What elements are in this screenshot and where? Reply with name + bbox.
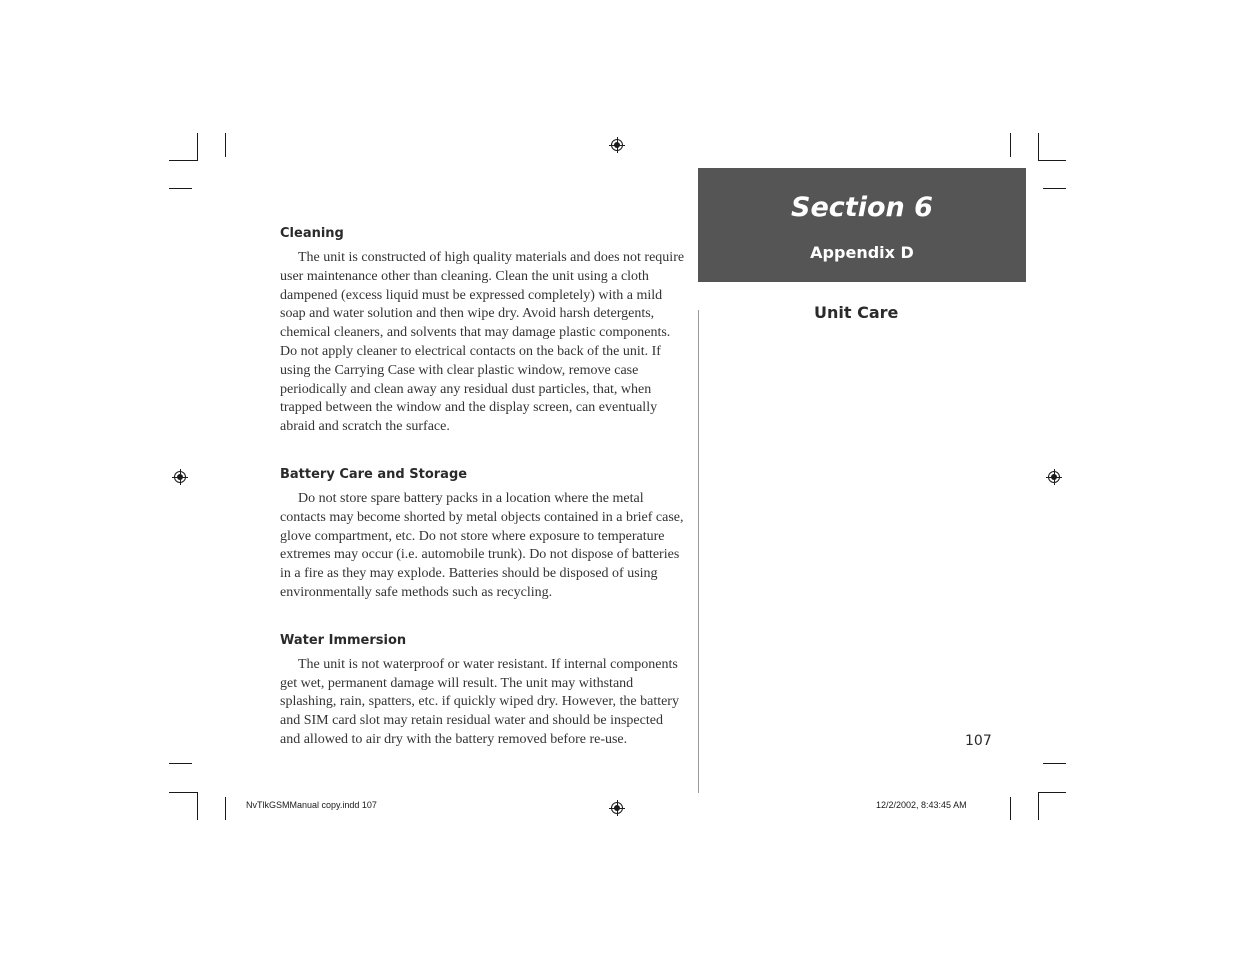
registration-mark-icon xyxy=(174,471,186,483)
page-number: 107 xyxy=(965,733,992,749)
crop-mark xyxy=(197,792,198,820)
paragraph-cleaning: The unit is constructed of high quality materials and does not require user maintenance other than cleaning. Clean the unit using a cloth dampened (excess liquid must be expressed completely) with a mild soap and water solution and then wipe dry. Avoid harsh detergents, chemical cleaners, and solvents that may damage plastic components. Do not apply cleaner to electrical contacts on the back of the unit. If using the Carrying Case with clear plastic window, remove case periodically and clean away any residual dust particles, that, when trapped between the window and the display screen, can eventually abraid and scratch the surface. xyxy=(280,250,685,435)
crop-mark xyxy=(1038,133,1039,161)
heading-cleaning: Cleaning xyxy=(280,226,344,241)
crop-mark xyxy=(1043,188,1066,189)
section-header-box xyxy=(698,168,1026,282)
topic-title: Unit Care xyxy=(814,303,899,322)
section-water-immersion xyxy=(280,633,685,750)
crop-mark xyxy=(1010,797,1011,820)
section-subtitle: Appendix D xyxy=(810,243,914,262)
column-divider xyxy=(698,310,699,793)
crop-mark xyxy=(197,133,198,161)
heading-battery-care: Battery Care and Storage xyxy=(280,466,468,482)
slug-timestamp: 12/2/2002, 8:43:45 AM xyxy=(876,800,967,810)
heading-water-immersion: Water Immersion xyxy=(280,632,407,648)
crop-mark xyxy=(1038,792,1039,820)
crop-mark xyxy=(1038,160,1066,161)
crop-mark xyxy=(169,160,197,161)
crop-mark xyxy=(169,763,192,764)
paragraph-water-immersion: The unit is not waterproof or water resistant. If internal components get wet, permanent damage will result. The unit may withstand splashing, rain, spatters, etc. if quickly wiped dry. However, the battery and SIM card slot may retain residual water and should be inspected and allowed to air dry with the battery removed before re-use. xyxy=(280,656,679,747)
paragraph-battery-care: Do not store spare battery packs in a location where the metal contacts may become shorted by metal objects contained in a brief case, glove compartment, etc. Do not store where exposure to temperature extremes may occur (i.e. automobile trunk). Do not dispose of batteries in a fire as they may explode. Batteries should be disposed of using environmentally safe methods such as recycling. xyxy=(280,490,684,600)
crop-mark xyxy=(169,792,197,793)
registration-mark-icon xyxy=(1048,471,1060,483)
crop-mark xyxy=(1038,792,1066,793)
registration-mark-icon xyxy=(611,802,623,814)
crop-mark xyxy=(225,797,226,820)
crop-mark xyxy=(169,188,192,189)
slug-filename: NvTlkGSMManual copy.indd 107 xyxy=(246,800,377,810)
crop-mark xyxy=(1043,763,1066,764)
section-cleaning xyxy=(280,226,685,437)
crop-mark xyxy=(225,133,226,157)
section-title: Section 6 xyxy=(791,192,933,223)
registration-mark-icon xyxy=(611,139,623,151)
section-battery-care xyxy=(280,467,685,603)
crop-mark xyxy=(1010,133,1011,157)
body-column xyxy=(280,226,685,780)
